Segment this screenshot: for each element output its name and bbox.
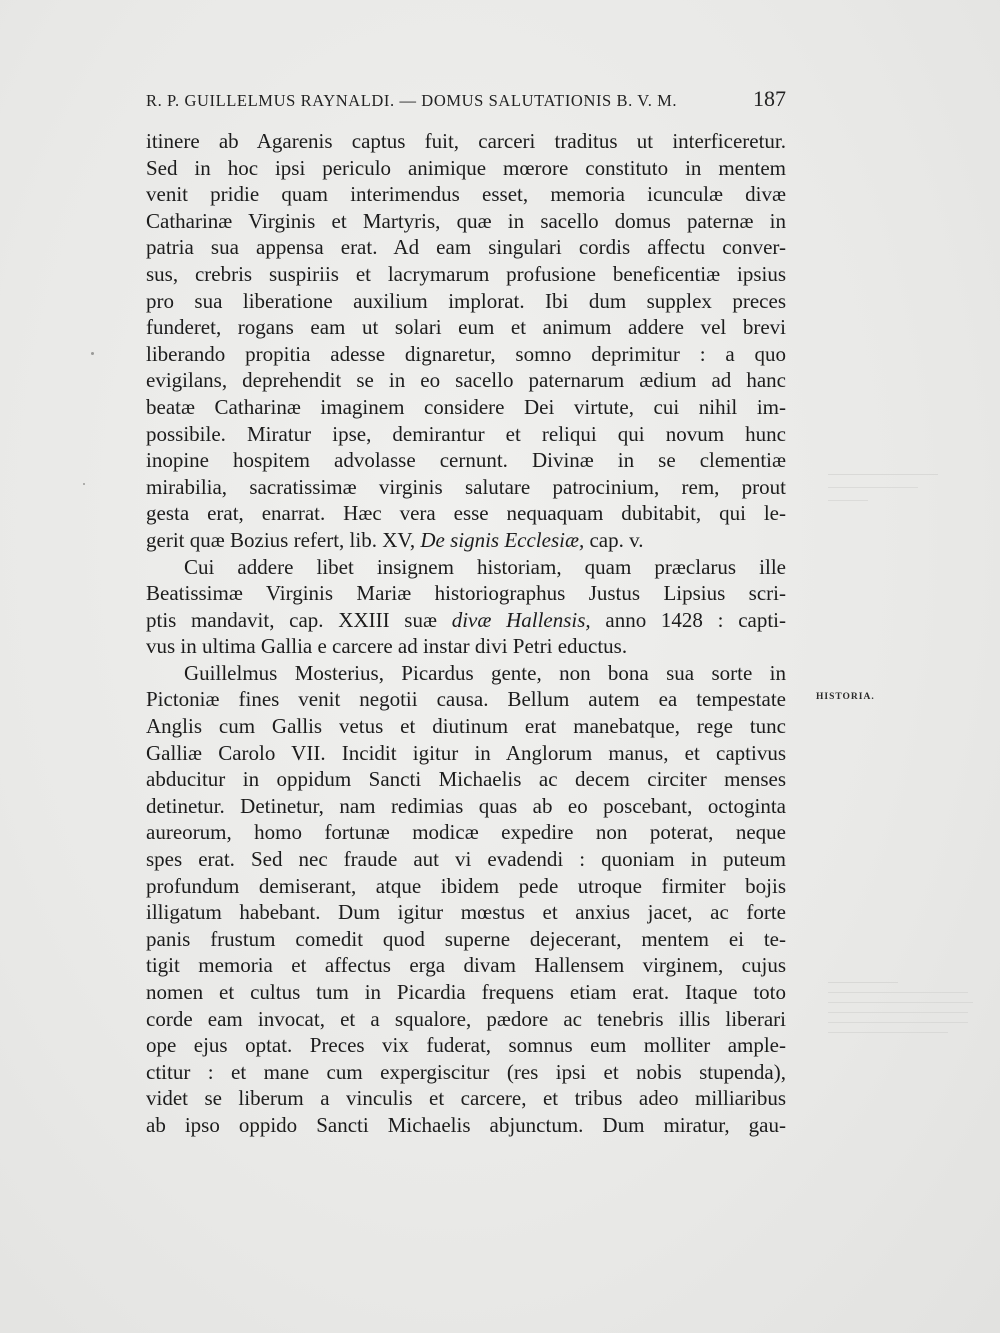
text-line-with-citation bbox=[146, 607, 786, 634]
text-line: nomen et cultus tum in Picardia frequens etiam erat. Itaque toto bbox=[146, 980, 786, 1004]
text-line: ope ejus optat. Preces vix fuderat, somnus eum molliter ample- bbox=[146, 1033, 786, 1058]
text-line: pro sua liberatione auxilium implorat. Ibi dum supplex preces bbox=[146, 288, 786, 313]
show-through-text bbox=[828, 972, 988, 1082]
text-line: Galliæ Carolo VII. Incidit igitur in Anglorum manus, et captivus bbox=[146, 740, 786, 765]
text-line: Pictoniæ fines venit negotii causa. Bellum autem ea tempestate bbox=[146, 687, 786, 712]
text-line: patria sua appensa erat. Ad eam singulari cordis affectu conver- bbox=[146, 235, 786, 260]
cited-work-title: divæ Hallensis, bbox=[451, 607, 591, 632]
text-line: Catharinæ Virginis et Martyris, quæ in sacello domus paternæ in bbox=[146, 208, 786, 233]
body-text bbox=[146, 128, 786, 1139]
text-segment: ptis mandavit, cap. XXIII suæ bbox=[146, 607, 452, 632]
text-line: aureorum, homo fortunæ modicæ expedire non poterat, neque bbox=[146, 820, 786, 845]
paragraph-start-line: Cui addere libet insignem historiam, quam præclarus ille bbox=[184, 554, 786, 579]
text-line: spes erat. Sed nec fraude aut vi evadendi : quoniam in puteum bbox=[146, 847, 786, 872]
text-line: Sed in hoc ipsi periculo animique mœrore constituto in mentem bbox=[146, 155, 786, 180]
paragraph-start-line: Guillelmus Mosterius, Picardus gente, non bona sua sorte in bbox=[184, 660, 786, 685]
text-line: possibile. Miratur ipse, demirantur et reliqui qui novum hunc bbox=[146, 421, 786, 446]
text-line: inopine hospitem advolasse cernunt. Divinæ in se clementiæ bbox=[146, 448, 786, 473]
text-line: panis frustum comedit quod superne dejecerant, mentem ei te- bbox=[146, 926, 786, 951]
running-title: R. P. GUILLELMUS RAYNALDI. — DOMUS SALUTATIONIS B. V. M. bbox=[146, 91, 678, 110]
text-line: illigatum habebant. Dum igitur mœstus et anxius jacet, ac forte bbox=[146, 900, 786, 925]
text-line: mirabilia, sacratissimæ virginis salutare patrocinium, rem, prout bbox=[146, 474, 786, 499]
text-line: liberando propitia adesse dignaretur, somno deprimitur : a quo bbox=[146, 341, 786, 366]
text-line: abducitur in oppidum Sancti Michaelis ac decem circiter menses bbox=[146, 767, 786, 792]
text-line: detinetur. Detinetur, nam redimias quas ab eo poscebant, octoginta bbox=[146, 793, 786, 818]
text-line-with-citation bbox=[146, 527, 786, 554]
text-segment: cap. v. bbox=[584, 527, 644, 552]
page-number: 187 bbox=[753, 86, 786, 111]
cited-work-title: De signis Ecclesiæ, bbox=[420, 527, 585, 552]
text-line: vus in ultima Gallia e carcere ad instar divi Petri eductus. bbox=[146, 634, 628, 659]
paper-speck bbox=[83, 483, 85, 485]
text-line: Anglis cum Gallis vetus et diutinum erat manebatque, rege tunc bbox=[146, 714, 786, 739]
text-line: ab ipso oppido Sancti Michaelis abjunctum. Dum miratur, gau- bbox=[146, 1112, 786, 1137]
text-line: evigilans, deprehendit se in eo sacello paternarum ædium ad hanc bbox=[146, 368, 786, 393]
text-segment: anno 1428 : capti- bbox=[590, 607, 786, 632]
text-line: tigit memoria et affectus erga divam Hallensem virginem, cujus bbox=[146, 953, 786, 978]
text-line: videt se liberum a vinculis et carcere, et tribus adeo milliaribus bbox=[146, 1086, 786, 1111]
margin-note: HISTORIA. bbox=[816, 692, 875, 702]
text-segment: gerit quæ Bozius refert, lib. XV, bbox=[146, 527, 421, 552]
text-line: funderet, rogans eam ut solari eum et animum addere vel brevi bbox=[146, 315, 786, 340]
paper-speck bbox=[91, 352, 94, 355]
text-line: profundum demiserant, atque ibidem pede utroque firmiter bojis bbox=[146, 873, 786, 898]
text-line: ctitur : et mane cum expergiscitur (res ipsi et nobis stupenda), bbox=[146, 1059, 786, 1084]
text-line: beatæ Catharinæ imaginem considere Dei virtute, cui nihil im- bbox=[146, 394, 786, 419]
text-line: itinere ab Agarenis captus fuit, carceri traditus ut interficeretur. bbox=[146, 129, 786, 153]
text-line: venit pridie quam interimendus esset, memoria icunculæ divæ bbox=[146, 182, 786, 207]
text-line: gesta erat, enarrat. Hæc vera esse nequaquam dubitabit, qui le- bbox=[146, 501, 786, 526]
running-head bbox=[146, 86, 786, 112]
text-line: Beatissimæ Virginis Mariæ historiographus Justus Lipsius scri- bbox=[146, 581, 786, 606]
text-line: sus, crebris suspiriis et lacrymarum profusione beneficentiæ ipsius bbox=[146, 261, 786, 286]
show-through-text bbox=[828, 462, 988, 522]
text-line: corde eam invocat, et a squalore, pædore ac tenebris illis liberari bbox=[146, 1006, 786, 1031]
